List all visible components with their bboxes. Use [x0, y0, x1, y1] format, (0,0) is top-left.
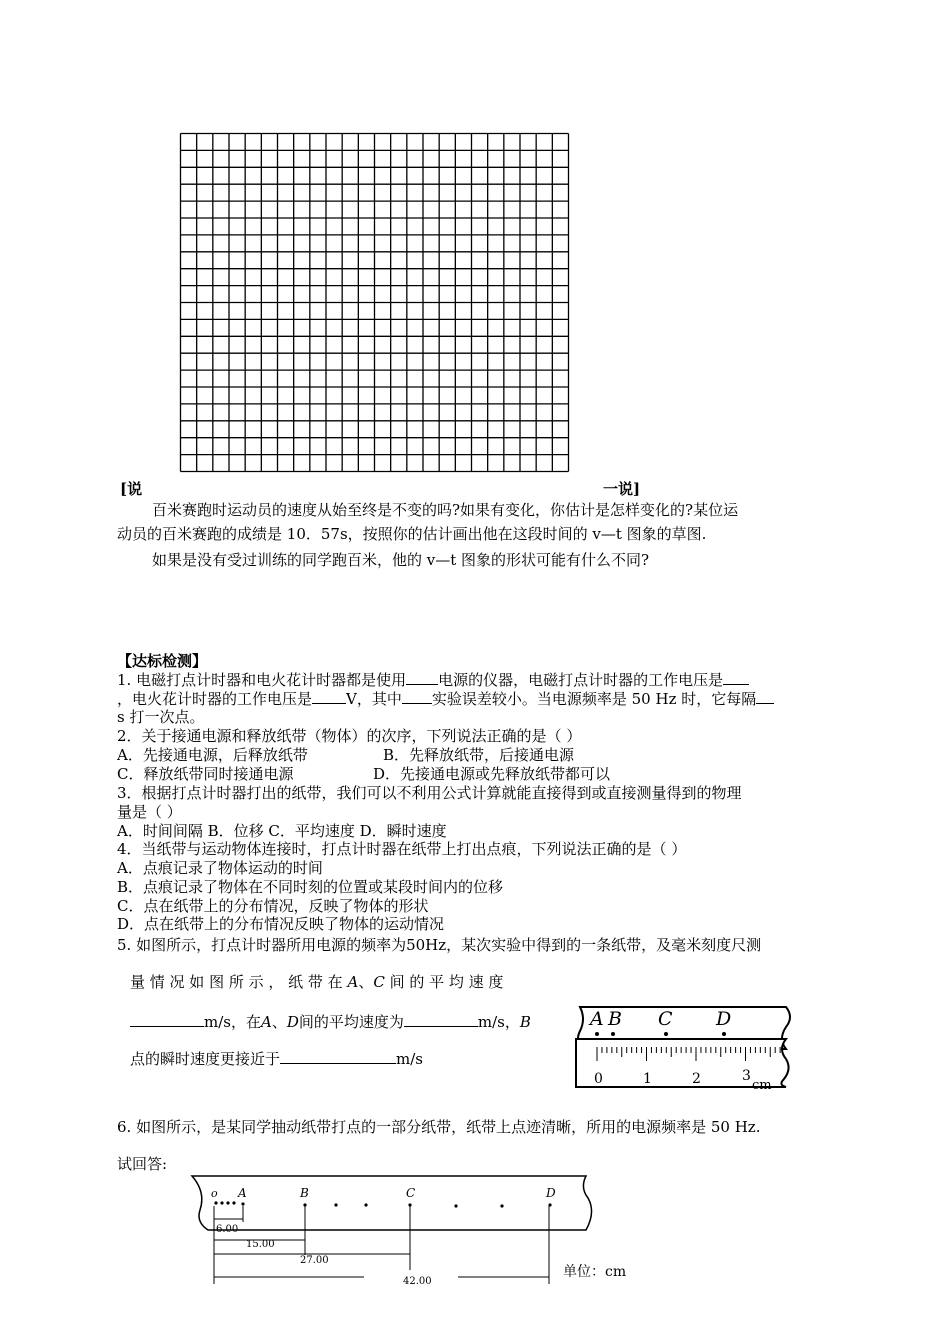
blank[interactable] [756, 689, 774, 704]
q5-sep: 、 [358, 973, 374, 991]
q5-l2c: 间的平均速度为 [298, 1013, 404, 1031]
q1-f: s 打一次点。 [117, 708, 205, 726]
tape6-dim-2: 15.00 [246, 1239, 275, 1250]
test-heading: 【达标检测】 [117, 652, 208, 670]
q5-c-label: C [373, 973, 385, 991]
blank[interactable] [723, 670, 749, 685]
q4-b: B．点痕记录了物体在不同时刻的位置或某段时间内的位移 [117, 878, 504, 896]
tape6-dim-1: 6.00 [216, 1224, 239, 1235]
q1-d: V，其中 [346, 690, 402, 708]
q1-line1 [117, 670, 749, 689]
blank[interactable] [280, 1049, 396, 1064]
q4-a: A．点痕记录了物体运动的时间 [117, 859, 323, 877]
q5: 5. 如图所示，打点计时器所用电源的频率为50Hz，某次实验中得到的一条纸带，及毫米刻度尺测 [117, 936, 762, 954]
tape-label-c: C [658, 1008, 673, 1030]
blank[interactable] [402, 689, 432, 704]
discuss-p1: 百米赛跑时运动员的速度从始至终是不变的吗?如果有变化，你估计是怎样变化的?某位运 [152, 501, 739, 519]
tape-dot-d [722, 1032, 726, 1036]
discuss-p2: 动员的百米赛跑的成绩是 10．57s，按照你的估计画出他在这段时间的 v—t 图象的草图. [117, 525, 707, 543]
tape-dot-b [611, 1032, 615, 1036]
ruler-tick-0: 0 [594, 1071, 603, 1087]
q2-b: B．先释放纸带，后接通电源 [383, 746, 575, 764]
q1-c: ，电火花计时器的工作电压是 [117, 690, 313, 708]
q4-d: D．点在纸带上的分布情况反映了物体的运动情况 [117, 915, 445, 933]
ruler-tick-1: 1 [643, 1071, 652, 1087]
q5-a-label2: A [260, 1013, 272, 1031]
q5-l3b: m/s [396, 1050, 423, 1068]
q6-line1: 6. 如图所示，是某同学抽动纸带打点的一部分纸带，纸带上点迹清晰，所用的电源频率是 50 Hz. [117, 1118, 761, 1136]
tape-ruler-figure [572, 1003, 794, 1093]
q5-d-label: D [286, 1013, 299, 1031]
discuss-left: [说 [120, 480, 143, 498]
tape6-label-b: B [300, 1186, 309, 1200]
q5-b-label: B [519, 1013, 531, 1031]
q1-b: 电源的仪器，电磁打点计时器的工作电压是 [438, 671, 724, 689]
tape-label-b: B [608, 1008, 622, 1030]
tape-label-a: A [590, 1008, 604, 1030]
q5-l3a: 点的瞬时速度更接近于 [130, 1050, 281, 1068]
q5-a-label: A [347, 973, 359, 991]
q4: 4．当纸带与运动物体连接时，打点计时器在纸带上打出点痕，下列说法正确的是（ ） [117, 840, 687, 858]
blank[interactable] [406, 670, 438, 685]
tape6-label-d: D [546, 1186, 556, 1200]
q5-line3 [130, 1049, 423, 1068]
q2-d: D．先接通电源或先释放纸带都可以 [373, 765, 611, 783]
q5-l1-end: 间 的 平 均 速 度 [389, 973, 504, 991]
tape6-label-o: o [211, 1187, 218, 1200]
ruler-tick-3: 3 [742, 1068, 751, 1084]
q1-a: 1. 电磁打点计时器和电火花计时器都是使用 [117, 671, 407, 689]
q2-c: C．释放纸带同时接通电源 [117, 765, 294, 783]
blank[interactable] [130, 1012, 204, 1027]
tape-figure-6 [186, 1172, 606, 1292]
tape-dot-c [664, 1032, 668, 1036]
q2: 2．关于接通电源和释放纸带（物体）的次序，下列说法正确的是（ ） [117, 727, 582, 745]
blank[interactable] [312, 689, 346, 704]
q3-line1: 3．根据打点计时器打出的纸带，我们可以不利用公式计算就能直接得到或直接测量得到的物理 [117, 784, 742, 802]
tape-label-d: D [716, 1008, 732, 1030]
q1-line2 [117, 689, 774, 708]
discuss-p3: 如果是没有受过训练的同学跑百米，他的 v—t 图象的形状可能有什么不同? [152, 551, 650, 569]
ruler-unit: cm [752, 1078, 772, 1093]
q5-l2a: m/s，在 [204, 1013, 261, 1031]
q2-a: A．先接通电源，后释放纸带 [117, 746, 308, 764]
blank[interactable] [404, 1012, 478, 1027]
answer-grid [180, 133, 570, 473]
tape-dot-a [595, 1032, 599, 1036]
q3-line2: 量是（ ） [117, 803, 182, 821]
q3-options: A．时间间隔 B．位移 C．平均速度 D．瞬时速度 [117, 822, 447, 840]
tape6-label-c: C [406, 1186, 416, 1200]
tape6-label-a: A [238, 1186, 247, 1200]
tape6-dim-3: 27.00 [300, 1255, 329, 1266]
q5-l2d: m/s， [477, 1013, 520, 1031]
tape6-dim-4: 42.00 [403, 1276, 432, 1287]
tape6-unit: 单位：cm [563, 1264, 627, 1280]
q6-line2: 试回答: [117, 1155, 168, 1173]
q5-l2b: 、 [271, 1013, 287, 1031]
discuss-right: 一说] [603, 480, 641, 498]
q5-line2 [130, 1012, 531, 1031]
ruler-tick-2: 2 [692, 1071, 701, 1087]
q5-line1 [130, 973, 503, 991]
q1-e: 实验误差较小。当电源频率是 50 Hz 时，它每隔 [431, 690, 757, 708]
q4-c: C．点在纸带上的分布情况，反映了物体的形状 [117, 897, 429, 915]
q5-l1-text: 量 情 况 如 图 所 示 ， 纸 带 在 [130, 973, 343, 991]
